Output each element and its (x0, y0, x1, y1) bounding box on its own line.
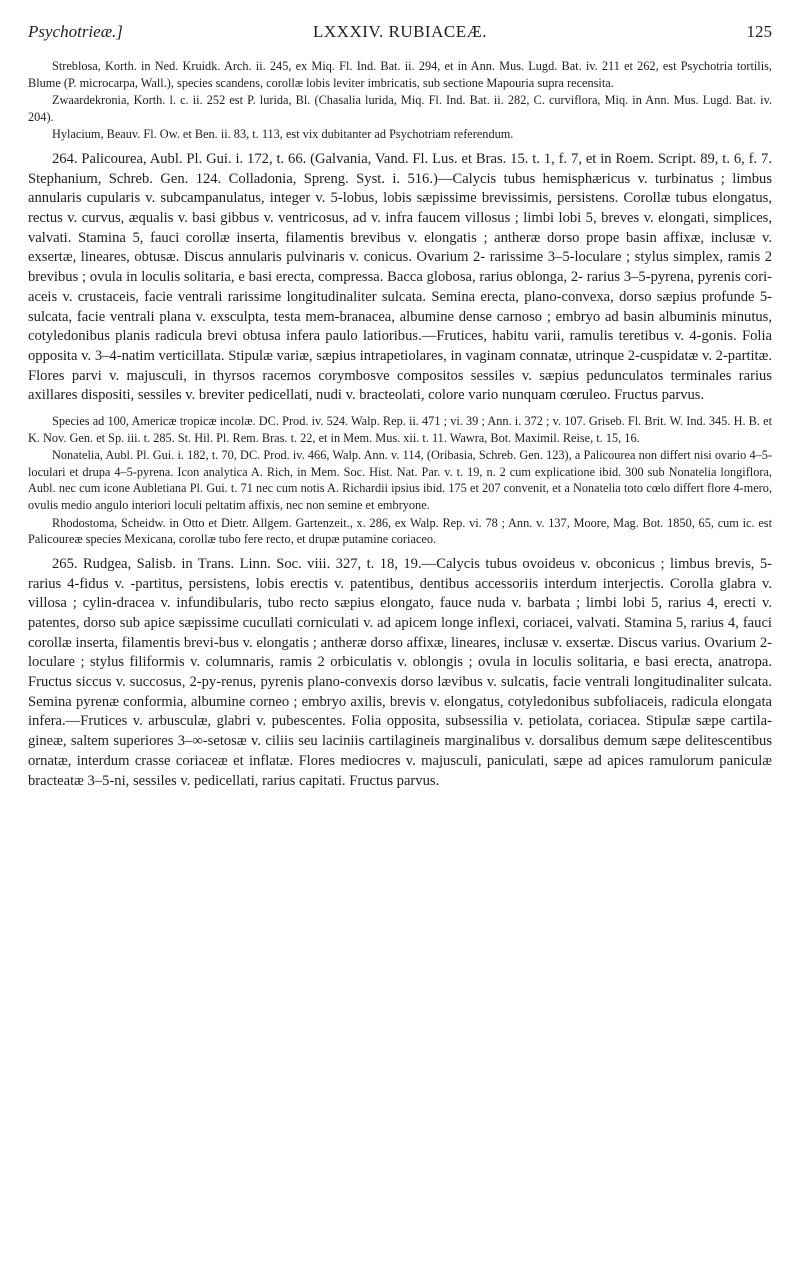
paragraph-hylacium: Hylacium, Beauv. Fl. Ow. et Ben. ii. 83, t. 113, est vix dubitanter ad Psychotriam referendum. (52, 127, 514, 142)
header-section-title: Psychotrieæ.] (28, 22, 123, 41)
running-header (28, 22, 772, 52)
page-number: 125 (746, 22, 772, 41)
paragraph-rhodostoma: Rhodostoma, Scheidw. in Otto et Dietr. Allgem. Gartenzeit., x. 286, ex Walp. Rep. vi. 78 ; Ann. v. 137, Moore, Mag. Bot. 1850, 65, cum ic. est Palicoureæ species Mexicana, corollæ tubo fere recto, et drupæ putamine coriaceo. (28, 515, 772, 547)
paragraph-streblosa: Streblosa, Korth. in Ned. Kruidk. Arch. ii. 245, ex Miq. Fl. Ind. Bat. ii. 294, et in Ann. Mus. Lugd. Bat. iv. 211 et 262, est Psychotria tortilis, Blume (P. microcarpa, Wall.), species scandens, corollæ lobis leviter imbricatis, sub sectione Mapouria supra recensita. (28, 59, 772, 90)
paragraph-rudgea-description: 265. Rudgea, Salisb. in Trans. Linn. Soc. viii. 327, t. 18, 19.—Calycis tubus ovoideus v. obconicus ; limbus brevis, 5- rarius 4-fidus v. -partitus, persistens, lobis erectis v. patentibus, dentibus accessoriis interdum interjectis. Corolla glabra v. villosa ; cylin-dracea v. infundibularis, tubo recto sæpius elongato, fauce nuda v. barbata ; limbi lobi 5, rarius 4, erecti v. patentes, dorso sub apice sæpissime cucullati corniculati v. ad apicem longe inflexi, coriacei, valvati. Stamina 5, rarius 4, fauci corollæ inserta, filamentis brevi-bus v. elongatis ; antheræ dorso affixæ, lineares, inclusæ v. exsertæ. Discus varius. Ovarium 2-loculare ; stylus filiformis v. columnaris, ramis 2 orbiculatis v. oblongis ; ovula in loculis solitaria, e basi erecta, anatropa. Fructus siccus v. succosus, 2-py-renus, pyrenis plano-convexis dorso lævibus v. sulcatis, facie ventrali longitudinaliter sulcata. Semina pyrenæ conformia, albumine corneo ; embryo axilis, brevis v. elongatus, cotyledonibus subfoliaceis, radicula elongata infera.—Frutices v. arbusculæ, glabri v. pubescentes. Folia opposita, subsessilia v. petiolata, coriacea. Stipulæ sæpe cartila-gineæ, saltem superiores 3–∞-setosæ v. ciliis seu laciniis cartilagineis marginalibus v. dorsalibus demum sæpe delitescentibus ornatæ, interdum crasse coriaceæ et inflatæ. Flores mediocres v. majusculi, paniculati, sæpe ad apices ramulorum paniculæ bracteatæ 3–5-ni, sessiles v. pedicellati, rarius capitati. Fructus parvus. (28, 555, 772, 789)
paragraph-palicourea-description: 264. Palicourea, Aubl. Pl. Gui. i. 172, t. 66. (Galvania, Vand. Fl. Lus. et Bras. 15. t. 1, f. 7, et in Roem. Script. 89, t. 6, f. 7. Stephanium, Schreb. Gen. 124. Colladonia, Spreng. Syst. i. 516.)—Calycis tubus hemisphæricus v. turbinatus ; limbus annularis cupularis v. subcampanulatus, integer v. 5-lobus, lobis sæpissime brevissimis, persistens. Corollæ tubus elongatus, rectus v. curvus, æqualis v. basi gibbus v. ventricosus, ad v. infra faucem villosus ; limbi lobi 5, breves v. elongati, simplices, valvati. Stamina 5, fauci corollæ inserta, filamentis brevibus v. elongatis ; antheræ dorso prope basin affixæ, inclusæ v. exsertæ, lineares, obtusæ. Discus annularis pulvinaris v. conicus. Ovarium 2- rarissime 3–5-loculare ; stylus simplex, ramis 2 brevibus ; ovula in loculis solitaria, e basi erecta, compressa. Bacca globosa, rarius oblonga, 2- rarius 3–5-pyrena, pyrenis cori-aceis v. crustaceis, facie ventrali rarissime longitudinaliter sulcata. Semina erecta, plano-convexa, dorso sæpius profunde 5-sulcata, facie ventrali plana v. exsculpta, testa mem-branacea, albumine dense carnoso ; embryo ad basin albuminis minutus, cotyledonibus planis radicula brevi obtusa infera paulo latioribus.—Frutices, habitu varii, ramulis teretibus v. 4-gonis. Folia opposita v. 3–4-natim verticillata. Stipulæ variæ, sæpius intrapetiolares, in vaginam connatæ, utrinque 2-cuspidatæ v. 2-partitæ. Flores parvi v. majusculi, in thyrsos racemos corymbosve compositos sessiles v. sæpius pedunculatos terminales rarius axillares dispositi, sessiles v. breviter pedicellati, nudi v. bracteolati, colore vario nunquam cœruleo. Fructus parvus. (28, 150, 772, 404)
paragraph-nonatelia: Nonatelia, Aubl. Pl. Gui. i. 182, t. 70, DC. Prod. iv. 466, Walp. Ann. v. 114, (Oribasia, Schreb. Gen. 123), a Palicourea non differt nisi ovario 4–5-loculari et drupa 4–5-pyrena. Icon analytica A. Rich, in Mem. Soc. Hist. Nat. Par. v. t. 19, n. 2 cum explicatione ibid. 300 sub Nonatelia longiflora, Aubl. nec cum icone Aubletiana Pl. Gui. t. 71 nec cum notis A. Richardii ipsius ibid. 175 et 207 convenit, et a Nonatelia toto cœlo differt flore 4-mero, ovulis medio angulo interiori loculi peltatim affixis, nec non semine et embryone. (28, 448, 772, 513)
paragraph-palicourea-species: Species ad 100, Americæ tropicæ incolæ. DC. Prod. iv. 524. Walp. Rep. ii. 471 ; vi. 39 ; Ann. i. 372 ; v. 107. Griseb. Fl. Brit. W. Ind. 345. H. B. et K. Nov. Gen. et Sp. iii. t. 285. St. Hil. Pl. Rem. Bras. t. 22, et in Mem. Mus. xii. t. 11. Wawra, Bot. Maximil. Reise, t. 15, 16. (28, 414, 772, 445)
header-family-title: LXXXIV. RUBIACEÆ. (313, 22, 487, 41)
paragraph-zwaardekronia: Zwaardekronia, Korth. l. c. ii. 252 est P. lurida, Bl. (Chasalia lurida, Miq. Fl. Ind. Bat. ii. 282, C. curviflora, Miq. in Ann. Mus. Lugd. Bat. iv. 204). (28, 93, 772, 124)
page-body (28, 58, 772, 791)
